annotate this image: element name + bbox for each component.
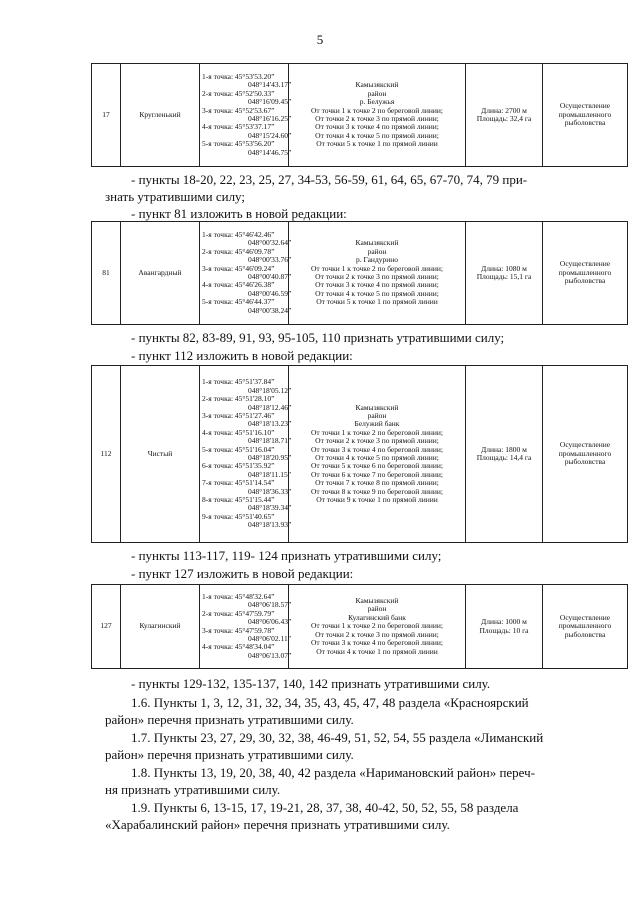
cell-line: От точки 3 к точке 4 по прямой линии; bbox=[315, 280, 439, 290]
coordinate-line: 1-я точка: 45°48'32.64” bbox=[202, 591, 275, 601]
coordinate-line: 048°06'02.11” bbox=[248, 633, 292, 643]
coordinate-line: 7-я точка: 45°51'14.54” bbox=[202, 478, 275, 488]
cell-line: От точки 1 к точке 2 по береговой линии; bbox=[311, 105, 443, 115]
coordinate-line: 4-я точка: 45°48'34.04” bbox=[202, 642, 275, 652]
cell-line: От точки 5 к точке 1 по прямой линии bbox=[316, 139, 438, 149]
coordinate-line: 048°00'33.76” bbox=[248, 255, 292, 265]
cell-line: От точки 4 к точке 5 по прямой линии; bbox=[315, 453, 439, 462]
coordinate-line: 5-я точка: 45°51'16.04” bbox=[202, 444, 275, 454]
coordinate-line: 048°18'05.12” bbox=[248, 385, 292, 395]
coordinate-line: 4-я точка: 45°51'16.10” bbox=[202, 427, 275, 437]
coordinate-line: 2-я точка: 45°47'59.79” bbox=[202, 608, 275, 618]
cell-line: Площадь: 32,4 га bbox=[476, 114, 532, 123]
text-line: знать утратившими силу; bbox=[105, 189, 245, 204]
table-row bbox=[92, 64, 628, 167]
coordinate-line: 048°06'13.07” bbox=[248, 650, 292, 660]
paragraph-1-6 bbox=[105, 694, 617, 728]
text-line: - пункты 82, 83-89, 91, 93, 95-105, 110 признать утратившими силу; bbox=[131, 330, 505, 345]
cell-line: промышленного bbox=[558, 109, 612, 119]
coordinate-line: 2-я точка: 45°52'50.33” bbox=[202, 88, 275, 98]
cell-line: От точки 2 к точке 3 по прямой линии; bbox=[315, 436, 439, 446]
parcel-name: Кулагинский bbox=[121, 585, 200, 669]
text-line: - пункт 112 изложить в новой редакции: bbox=[131, 348, 353, 363]
coordinate-line: 3-я точка: 45°51'27.46” bbox=[202, 410, 275, 420]
boundary-description-cell bbox=[289, 366, 466, 543]
coordinates-cell bbox=[200, 366, 292, 543]
paragraph-1-8 bbox=[105, 764, 617, 798]
cell-line: От точки 1 к точке 2 по береговой линии; bbox=[311, 621, 443, 631]
cell-line: район bbox=[367, 410, 387, 420]
coordinate-line: 3-я точка: 45°52'53.67” bbox=[202, 105, 275, 115]
size-cell bbox=[466, 585, 543, 669]
parcel-name: Кругленький bbox=[121, 64, 200, 167]
parcel-name: Авангардный bbox=[121, 222, 200, 325]
parcel-table-17 bbox=[91, 63, 628, 167]
paragraph-line: район» перечня признать утратившими силу. bbox=[105, 712, 354, 727]
cell-line: район bbox=[367, 604, 387, 614]
cell-line: промышленного bbox=[558, 621, 612, 631]
coordinate-line: 048°00'38.24” bbox=[248, 305, 292, 315]
coordinate-line: 1-я точка: 45°51'37.84” bbox=[202, 377, 275, 387]
cell-line: Площадь: 14,4 га bbox=[476, 453, 532, 462]
coordinate-line: 8-я точка: 45°51'15.44” bbox=[202, 495, 275, 505]
row-number: 112 bbox=[92, 366, 121, 543]
purpose-cell bbox=[543, 366, 628, 543]
cell-line: Камызякский bbox=[355, 238, 399, 248]
cell-line: Площадь: 15,1 га bbox=[476, 272, 532, 281]
cell-line: Осуществление bbox=[559, 101, 611, 111]
table-row bbox=[92, 366, 628, 543]
coordinate-line: 048°18'39.34” bbox=[248, 503, 292, 513]
paragraph-1-9 bbox=[105, 799, 617, 833]
coordinate-line: 048°18'18.71” bbox=[248, 436, 292, 446]
coordinate-line: 048°06'18.57” bbox=[248, 600, 292, 610]
text-line: - пункт 81 изложить в новой редакции: bbox=[131, 206, 347, 221]
cell-line: От точки 2 к точке 3 по прямой линии; bbox=[315, 629, 439, 639]
page-number: 5 bbox=[316, 32, 324, 47]
cell-line: От точки 3 к точке 4 по прямой линии; bbox=[315, 122, 439, 132]
cell-line: От точки 2 к точке 3 по прямой линии; bbox=[315, 114, 439, 123]
cell-line: район bbox=[367, 246, 387, 256]
cell-line: От точки 3 к точке 4 по береговой линии; bbox=[311, 444, 443, 454]
cell-line: промышленного bbox=[558, 448, 612, 458]
table-row bbox=[92, 222, 628, 325]
coordinate-line: 5-я точка: 45°46'44.37” bbox=[202, 297, 275, 307]
coordinate-line: 048°18'13.23” bbox=[248, 419, 292, 429]
cell-line: От точки 4 к точке 5 по прямой линии; bbox=[315, 130, 439, 140]
cell-line: р. Гандурино bbox=[355, 255, 399, 265]
coordinate-line: 2-я точка: 45°51'28.10” bbox=[202, 394, 275, 404]
coordinate-line: 048°14'46.75” bbox=[248, 147, 292, 157]
cell-line: От точки 1 к точке 2 по береговой линии; bbox=[311, 263, 443, 273]
paragraph-line: ня признать утратившими силу. bbox=[105, 782, 281, 797]
cell-line: От точки 4 к точке 5 по прямой линии; bbox=[315, 288, 439, 298]
cell-line: От точки 2 к точке 3 по прямой линии; bbox=[315, 272, 439, 281]
cell-line: район bbox=[367, 88, 387, 98]
paragraph-line: 1.7. Пункты 23, 27, 29, 30, 32, 38, 46-49, 51, 52, 54, 55 раздела «Лиманский bbox=[131, 730, 544, 745]
coordinate-line: 4-я точка: 45°53'37.17” bbox=[202, 122, 275, 132]
coordinate-line: 3-я точка: 45°46'09.24” bbox=[202, 263, 275, 273]
text-line: - пункты 113-117, 119- 124 признать утратившими силу; bbox=[131, 548, 442, 563]
coordinate-line: 1-я точка: 45°53'53.20” bbox=[202, 71, 275, 81]
text-line: - пункт 127 изложить в новой редакции: bbox=[131, 566, 354, 581]
coordinate-line: 048°00'32.64” bbox=[248, 238, 292, 248]
paragraph-line: «Харабалинский район» перечня признать утратившими силу. bbox=[105, 817, 450, 832]
coordinate-line: 048°16'16.25” bbox=[248, 114, 292, 123]
cell-line: Камызякский bbox=[355, 80, 399, 90]
coordinate-line: 048°06'06.43” bbox=[248, 617, 292, 627]
cell-line: рыболовства bbox=[564, 118, 606, 128]
cell-line: рыболовства bbox=[564, 629, 606, 639]
parcel-table-112 bbox=[91, 365, 628, 543]
cell-line: промышленного bbox=[558, 267, 612, 277]
coordinate-line: 4-я точка: 45°46'26.38” bbox=[202, 280, 275, 290]
coordinate-line: 048°18'12.46” bbox=[248, 402, 292, 412]
coordinate-line: 048°18'20.95” bbox=[248, 453, 292, 462]
text-line: - пункты 18-20, 22, 23, 25, 27, 34-53, 56-59, 61, 64, 65, 67-70, 74, 79 при- bbox=[131, 172, 528, 187]
paragraph-line: 1.8. Пункты 13, 19, 20, 38, 40, 42 раздела «Наримановский район» переч- bbox=[131, 765, 535, 780]
cell-line: Осуществление bbox=[559, 612, 611, 622]
cell-line: Осуществление bbox=[559, 440, 611, 450]
boundary-description-cell bbox=[289, 222, 466, 325]
coordinate-line: 048°15'24.60” bbox=[248, 130, 292, 140]
parcel-name: Чистый bbox=[121, 366, 200, 543]
coordinate-line: 3-я точка: 45°47'59.78” bbox=[202, 625, 275, 635]
coordinate-line: 048°14'43.17” bbox=[248, 80, 292, 90]
row-number: 127 bbox=[92, 585, 121, 669]
paragraph-line: 1.9. Пункты 6, 13-15, 17, 19-21, 28, 37, 38, 40-42, 50, 52, 55, 58 раздела bbox=[131, 800, 519, 815]
row-number: 81 bbox=[92, 222, 121, 325]
coordinate-line: 048°16'09.45” bbox=[248, 97, 292, 107]
coordinate-line: 5-я точка: 45°53'56.20” bbox=[202, 139, 275, 149]
parcel-table-81 bbox=[91, 221, 628, 325]
coordinates-cell bbox=[200, 222, 292, 325]
cell-line: Камызякский bbox=[355, 596, 399, 606]
paragraph-line: 1.6. Пункты 1, 3, 12, 31, 32, 34, 35, 43, 45, 47, 48 раздела «Красноярский bbox=[131, 695, 529, 710]
cell-line: От точки 1 к точке 2 по береговой линии; bbox=[311, 427, 443, 437]
cell-line: рыболовства bbox=[564, 457, 606, 467]
cell-line: Осуществление bbox=[559, 259, 611, 269]
paragraph-1-7 bbox=[105, 729, 617, 763]
cell-line: От точки 4 к точке 1 по прямой линии bbox=[316, 646, 438, 656]
cell-line: Кулагинский банк bbox=[348, 612, 406, 622]
coordinate-line: 048°18'11.15” bbox=[248, 469, 292, 479]
size-cell bbox=[466, 64, 543, 167]
coordinate-line: 2-я точка: 45°46'09.78” bbox=[202, 246, 275, 256]
purpose-cell bbox=[543, 64, 628, 167]
boundary-description-cell bbox=[289, 64, 466, 167]
purpose-cell bbox=[543, 585, 628, 669]
coordinate-line: 6-я точка: 45°51'35.92” bbox=[202, 461, 275, 471]
cell-line: От точки 6 к точке 7 по береговой линии; bbox=[311, 469, 443, 479]
size-cell bbox=[466, 366, 543, 543]
size-cell bbox=[466, 222, 543, 325]
cell-line: От точки 7 к точке 8 по прямой линии; bbox=[315, 478, 439, 488]
coordinates-cell bbox=[200, 64, 292, 167]
purpose-cell bbox=[543, 222, 628, 325]
text-line: - пункты 129-132, 135-137, 140, 142 признать утратившими силу. bbox=[131, 676, 491, 691]
coordinate-line: 048°18'36.33” bbox=[248, 486, 292, 496]
boundary-description-cell bbox=[289, 585, 466, 669]
cell-line: р. Белужья bbox=[359, 97, 395, 107]
cell-line: Длина: 1800 м bbox=[481, 444, 527, 454]
parcel-table-127 bbox=[91, 584, 628, 669]
cell-line: От точки 5 к точке 1 по прямой линии bbox=[316, 297, 438, 307]
coordinate-line: 9-я точка: 45°51'40.65” bbox=[202, 511, 275, 521]
cell-line: Длина: 1000 м bbox=[481, 617, 527, 627]
cell-line: От точки 8 к точке 9 по береговой линии; bbox=[311, 486, 443, 496]
coordinate-line: 048°00'40.87” bbox=[248, 272, 292, 281]
coordinate-line: 048°00'46.59” bbox=[248, 288, 292, 298]
paragraph-line: район» перечня признать утратившими силу. bbox=[105, 747, 354, 762]
cell-line: От точки 5 к точке 6 по береговой линии; bbox=[311, 461, 443, 471]
cell-line: Камызякский bbox=[355, 402, 399, 412]
row-number: 17 bbox=[92, 64, 121, 167]
coordinate-line: 048°18'13.93” bbox=[248, 520, 292, 530]
cell-line: Длина: 2700 м bbox=[481, 105, 527, 115]
cell-line: Длина: 1080 м bbox=[481, 263, 527, 273]
cell-line: Площадь: 10 га bbox=[479, 625, 529, 635]
coordinates-cell bbox=[200, 585, 292, 669]
coordinate-line: 1-я точка: 45°46'42.46” bbox=[202, 229, 275, 239]
cell-line: От точки 9 к точке 1 по прямой линии bbox=[316, 495, 438, 505]
cell-line: Белужий банк bbox=[354, 419, 400, 429]
table-row bbox=[92, 585, 628, 669]
cell-line: От точки 3 к точке 4 по береговой линии; bbox=[311, 638, 443, 648]
cell-line: рыболовства bbox=[564, 276, 606, 286]
